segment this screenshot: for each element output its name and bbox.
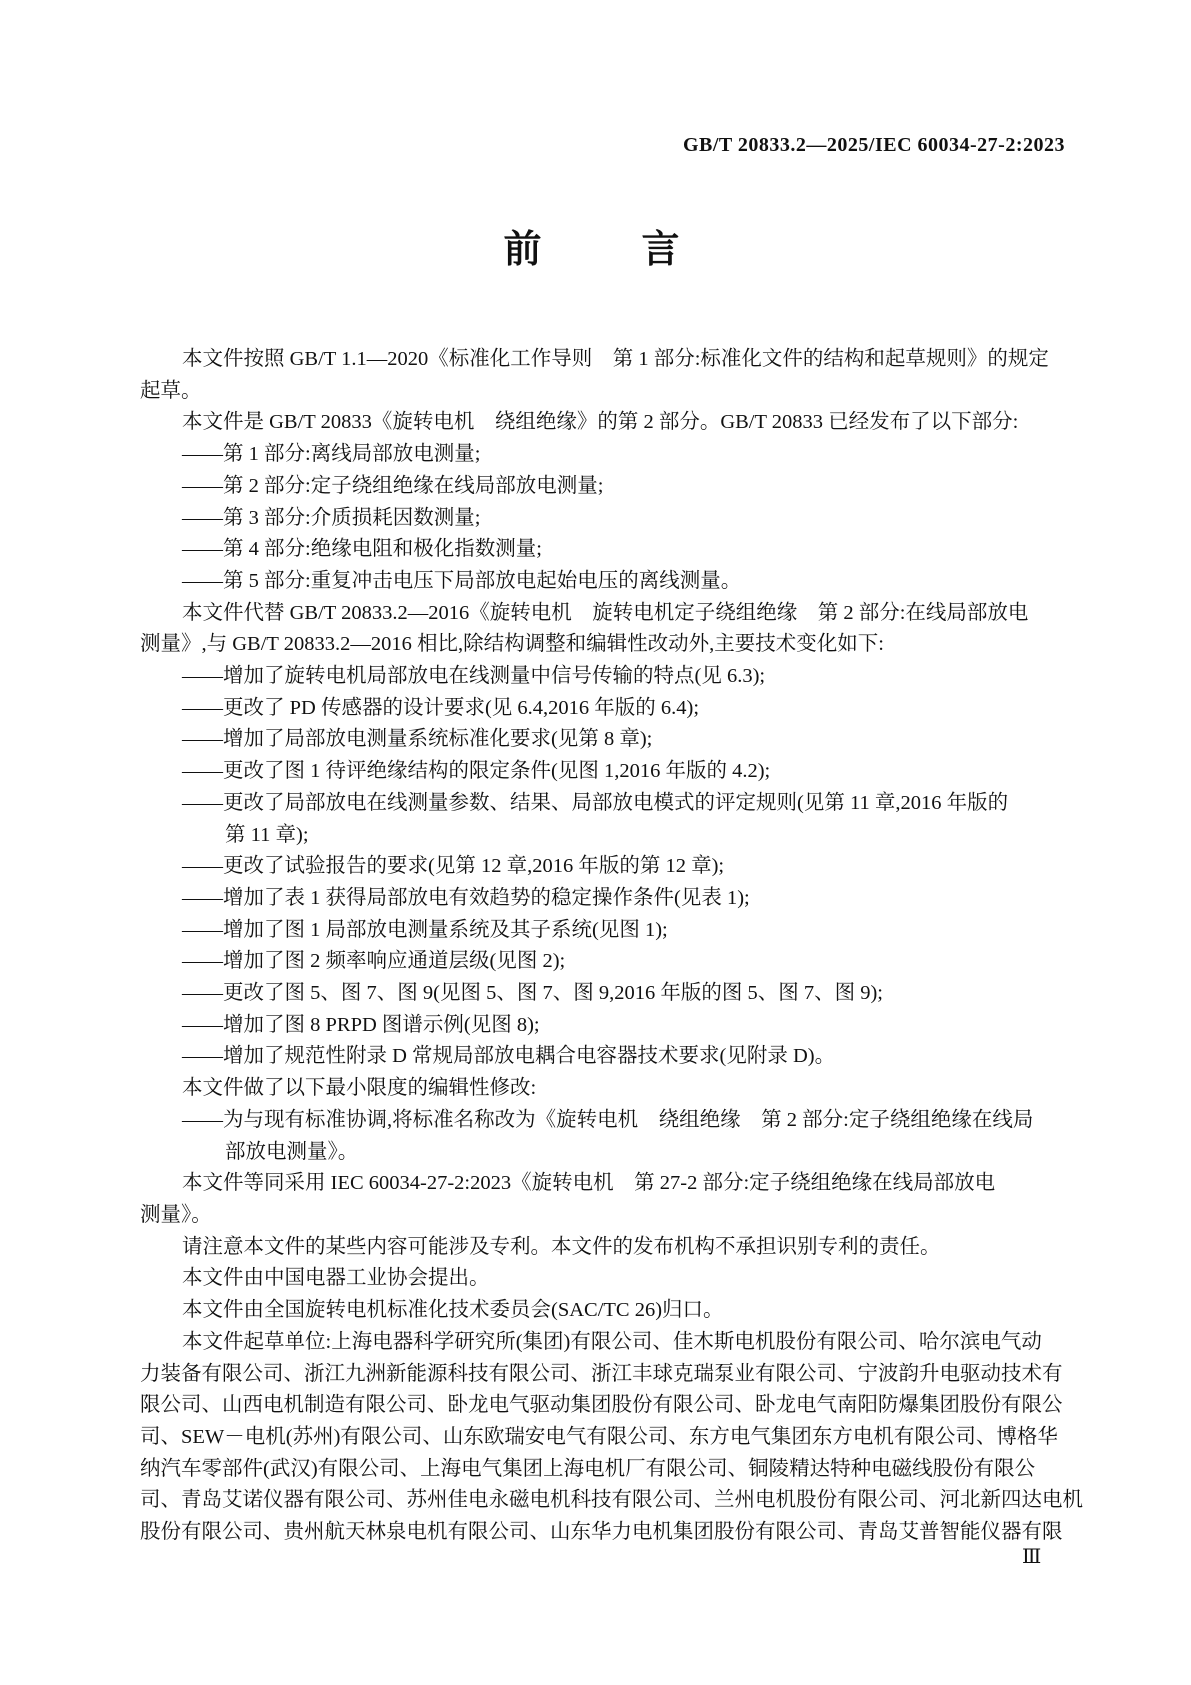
foreword-line: ——更改了试验报告的要求(见第 12 章,2016 年版的第 12 章); bbox=[182, 855, 725, 878]
foreword-line: 股份有限公司、贵州航天林泉电机有限公司、山东华力电机集团股份有限公司、青岛艾普智能仪器有限 bbox=[140, 1521, 1063, 1544]
foreword-line: ——第 4 部分:绝缘电阻和极化指数测量; bbox=[182, 538, 542, 561]
foreword-line: 本文件按照 GB/T 1.1—2020《标准化工作导则 第 1 部分:标准化文件的结构和起草规则》的规定 bbox=[182, 348, 1049, 370]
foreword-line: 司、SEW－电机(苏州)有限公司、山东欧瑞安电气有限公司、东方电气集团东方电机有限公司、博格华 bbox=[140, 1425, 1058, 1448]
foreword-line: ——增加了图 8 PRPD 图谱示例(见图 8); bbox=[182, 1013, 540, 1036]
foreword-line: ——第 5 部分:重复冲击电压下局部放电起始电压的离线测量。 bbox=[182, 569, 742, 592]
foreword-line: 本文件由全国旋转电机标准化技术委员会(SAC/TC 26)归口。 bbox=[182, 1299, 724, 1322]
standard-designation: GB/T 20833.2—2025/IEC 60034-27-2:2023 bbox=[682, 134, 1065, 156]
foreword-line: ——增加了局部放电测量系统标准化要求(见第 8 章); bbox=[182, 728, 653, 751]
foreword-line: 本文件由中国电器工业协会提出。 bbox=[182, 1267, 490, 1290]
foreword-line: 本文件代替 GB/T 20833.2—2016《旋转电机 旋转电机定子绕组绝缘 第 2 部分:在线局部放电 bbox=[182, 601, 1029, 624]
foreword-line: ——第 2 部分:定子绕组绝缘在线局部放电测量; bbox=[182, 474, 604, 497]
foreword-line: ——更改了图 5、图 7、图 9(见图 5、图 7、图 9,2016 年版的图 5、图 7、图 9); bbox=[182, 982, 883, 1005]
foreword-line: 本文件做了以下最小限度的编辑性修改: bbox=[182, 1077, 537, 1100]
page-number: Ⅲ bbox=[1022, 1546, 1042, 1568]
foreword-line: 请注意本文件的某些内容可能涉及专利。本文件的发布机构不承担识别专利的责任。 bbox=[182, 1235, 941, 1258]
foreword-line: 第 11 章); bbox=[225, 823, 309, 846]
foreword-line: 限公司、山西电机制造有限公司、卧龙电气驱动集团股份有限公司、卧龙电气南阳防爆集团股份有限公 bbox=[140, 1394, 1063, 1417]
foreword-line: 部放电测量》。 bbox=[225, 1140, 359, 1163]
page-title: 前 言 bbox=[503, 229, 688, 271]
foreword-line: ——增加了规范性附录 D 常规局部放电耦合电容器技术要求(见附录 D)。 bbox=[182, 1045, 836, 1068]
foreword-line: 测量》,与 GB/T 20833.2—2016 相比,除结构调整和编辑性改动外,主要技术变化如下: bbox=[140, 633, 884, 656]
foreword-body bbox=[140, 344, 1083, 1549]
foreword-line: ——增加了图 2 频率响应通道层级(见图 2); bbox=[182, 950, 566, 973]
foreword-line: ——增加了旋转电机局部放电在线测量中信号传输的特点(见 6.3); bbox=[182, 665, 766, 688]
foreword-line: ——第 1 部分:离线局部放电测量; bbox=[182, 443, 481, 466]
foreword-line: 力装备有限公司、浙江九洲新能源科技有限公司、浙江丰球克瑞泵业有限公司、宁波韵升电驱动技术有 bbox=[140, 1362, 1063, 1385]
foreword-line: ——为与现有标准协调,将标准名称改为《旋转电机 绕组绝缘 第 2 部分:定子绕组绝缘在线局 bbox=[182, 1108, 1034, 1131]
foreword-line: ——增加了图 1 局部放电测量系统及其子系统(见图 1); bbox=[182, 918, 668, 941]
foreword-line: 司、青岛艾诺仪器有限公司、苏州佳电永磁电机科技有限公司、兰州电机股份有限公司、河北新四达电机 bbox=[140, 1489, 1083, 1512]
foreword-line: ——第 3 部分:介质损耗因数测量; bbox=[182, 506, 481, 529]
foreword-line: 本文件是 GB/T 20833《旋转电机 绕组绝缘》的第 2 部分。GB/T 20833 已经发布了以下部分: bbox=[182, 411, 1019, 434]
foreword-line: 纳汽车零部件(武汉)有限公司、上海电气集团上海电机厂有限公司、铜陵精达特种电磁线股份有限公 bbox=[140, 1457, 1036, 1480]
foreword-line: 起草。 bbox=[140, 379, 202, 402]
foreword-line: 测量》。 bbox=[140, 1203, 212, 1226]
foreword-line: ——更改了图 1 待评绝缘结构的限定条件(见图 1,2016 年版的 4.2); bbox=[182, 760, 771, 783]
foreword-line: 本文件起草单位:上海电器科学研究所(集团)有限公司、佳木斯电机股份有限公司、哈尔滨电气动 bbox=[182, 1330, 1042, 1353]
foreword-line: 本文件等同采用 IEC 60034-27-2:2023《旋转电机 第 27-2 部分:定子绕组绝缘在线局部放电 bbox=[182, 1172, 996, 1195]
foreword-line: ——更改了 PD 传感器的设计要求(见 6.4,2016 年版的 6.4); bbox=[182, 696, 700, 719]
foreword-line: ——增加了表 1 获得局部放电有效趋势的稳定操作条件(见表 1); bbox=[182, 886, 750, 909]
foreword-line: ——更改了局部放电在线测量参数、结果、局部放电模式的评定规则(见第 11 章,2016 年版的 bbox=[182, 791, 1009, 814]
